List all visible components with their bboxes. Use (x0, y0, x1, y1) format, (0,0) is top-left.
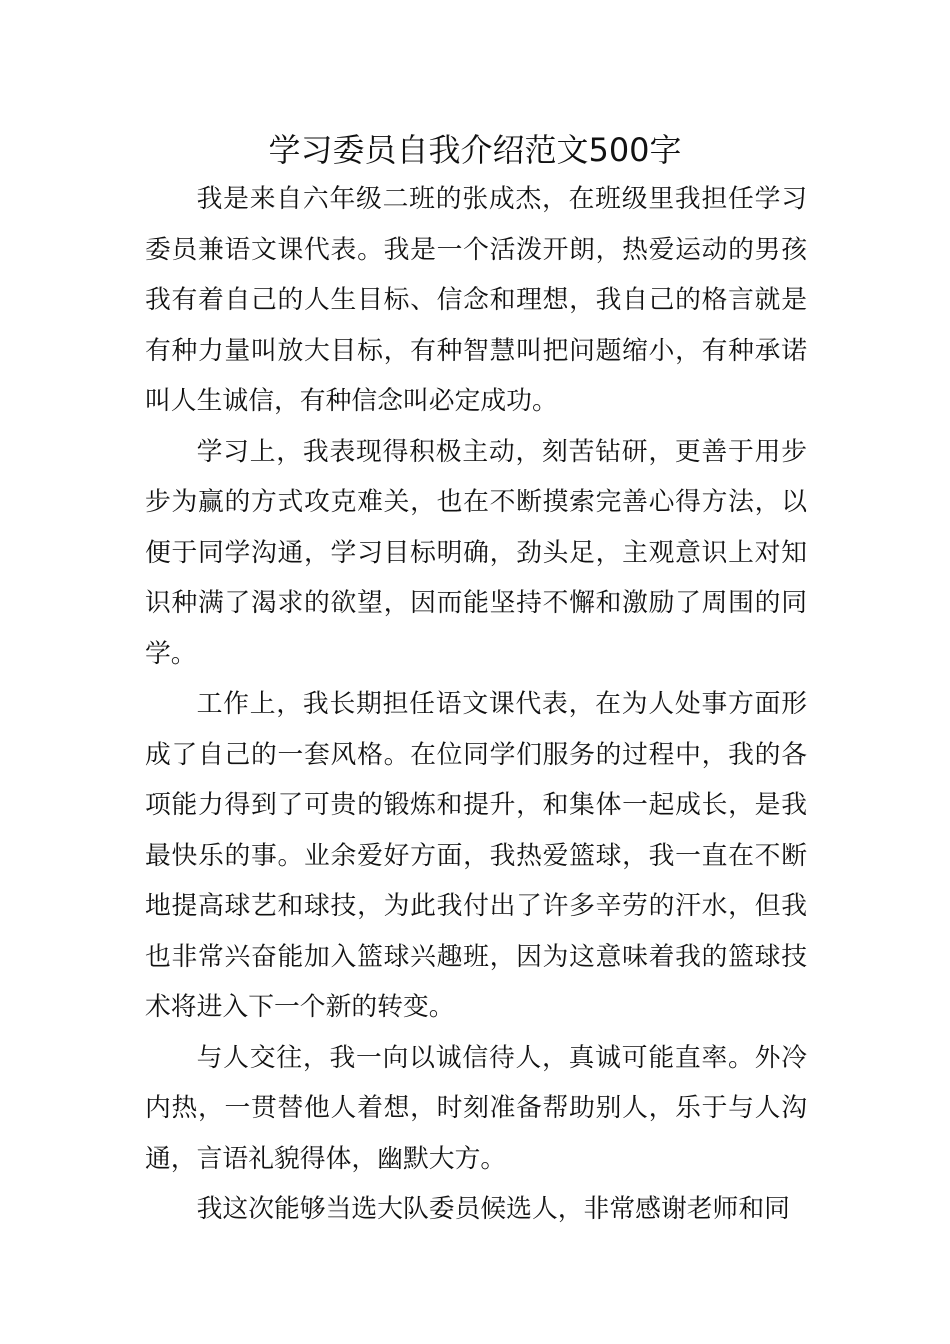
paragraph-work: 工作上，我长期担任语文课代表，在为人处事方面形成了自己的一套风格。在位同学们服务的过程中，我的各项能力得到了可贵的锻炼和提升，和集体一起成长，是我最快乐的事。业余爱好方面，我热爱篮球，我一直在不断地提高球艺和球技，为此我付出了许多辛劳的汗水，但我也非常兴奋能加入篮球兴趣班，因为这意味着我的篮球技术将进入下一个新的转变。 (145, 689, 807, 1022)
paragraph-social: 与人交往，我一向以诚信待人，真诚可能直率。外冷内热，一贯替他人着想，时刻准备帮助别人，乐于与人沟通，言语礼貌得体，幽默大方。 (145, 1042, 807, 1174)
paragraph-self-intro: 我是来自六年级二班的张成杰，在班级里我担任学习委员兼语文课代表。我是一个活泼开朗，热爱运动的男孩我有着自己的人生目标、信念和理想，我自己的格言就是有种力量叫放大目标，有种智慧叫把问题缩小，有种承诺叫人生诚信，有种信念叫必定成功。 (145, 184, 807, 416)
paragraph-closing: 我这次能够当选大队委员候选人，非常感谢老师和同 (196, 1194, 790, 1224)
document-body (145, 174, 807, 1235)
paragraph-study: 学习上，我表现得积极主动，刻苦钻研，更善于用步步为赢的方式攻克难关，也在不断摸索完善心得方法，以便于同学沟通，学习目标明确，劲头足，主观意识上对知识种满了渴求的欲望，因而能坚持不懈和激励了周围的同学。 (145, 436, 807, 669)
document-title: 学习委员自我介绍范文500字 (268, 131, 682, 169)
